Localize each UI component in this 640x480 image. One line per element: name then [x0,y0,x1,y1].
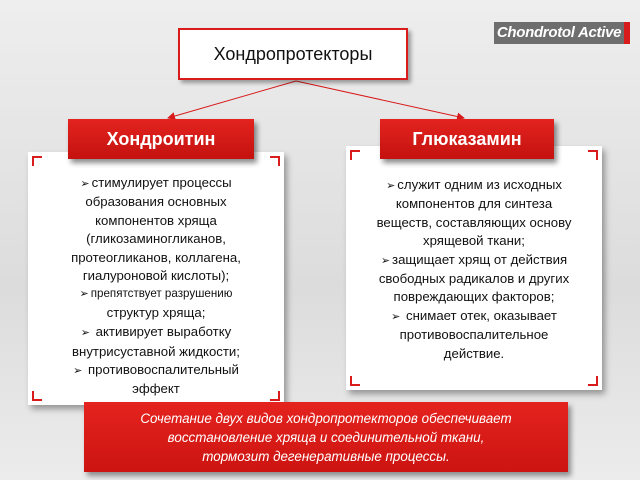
item-line: активирует выработку [95,324,232,340]
corner-mark [32,156,42,166]
heading-chondroitin-label: Хондроитин [106,128,216,149]
corner-mark [270,156,280,166]
list-item [36,361,276,399]
list-item [36,323,276,361]
arrow-right [296,81,464,118]
corner-mark [350,376,360,386]
brand-logo: Chondrotol Active [494,22,630,44]
arrow-bullet-icon: ➢ [380,254,391,267]
item-line: стимулирует процессы [91,175,232,190]
page-title: Хондропротекторы [213,43,373,64]
list-item [36,285,276,323]
item-line: противовоспалительное [399,327,549,343]
item-line: снимает отек, оказывает [406,307,557,323]
item-line: свободных радикалов и других [378,271,570,287]
corner-mark [588,150,598,160]
list-item [354,176,594,251]
item-line: протеогликанов, коллагена, [71,249,241,265]
heading-chondroitin [68,119,254,159]
item-line: (гликозаминогликанов, [86,231,226,247]
list-item [354,251,594,307]
title-box [178,28,408,80]
panel-chondroitin [28,152,284,405]
heading-glucosamine-label: Глюказамин [412,128,522,149]
item-line: хрящевой ткани; [423,233,525,249]
arrow-bullet-icon: ➢ [80,327,90,340]
corner-mark [350,150,360,160]
item-line: повреждающих факторов; [393,289,555,305]
item-line: структур хряща; [106,304,206,320]
item-line: компонентов для синтеза [395,196,553,212]
heading-glucosamine [380,119,554,159]
summary-line: Сочетание двух видов хондропротекторов обеспечивает [140,411,512,426]
arrow-bullet-icon: ➢ [79,288,89,301]
panel-glucosamine [346,146,602,390]
list-item [354,307,594,363]
item-line: служит одним из исходных [397,177,562,192]
corner-mark [588,376,598,386]
item-line: компонентов хряща [95,212,217,228]
arrow-left [168,81,296,118]
list-item [36,174,276,285]
glucosamine-list [354,176,594,363]
item-line: образования основных [85,194,227,210]
item-line: внутрисуставной жидкости; [72,343,240,359]
summary-line: восстановление хряща и соединительной ткани, [167,430,485,445]
chondroitin-list [36,174,276,399]
item-line: защищает хрящ от действия [392,251,568,267]
arrow-bullet-icon: ➢ [73,365,83,378]
item-line: гиалуроновой кислоты); [82,268,230,284]
arrow-bullet-icon: ➢ [386,180,396,192]
item-line: эффект [132,381,180,397]
item-line: действие. [443,345,505,361]
item-line: веществ, составляющих основу [376,214,572,230]
summary-line: тормозит дегенеративные процессы. [202,449,450,464]
item-line: препятствует разрушению [90,287,233,301]
arrow-bullet-icon: ➢ [80,178,90,190]
arrow-bullet-icon: ➢ [391,310,401,323]
summary-box [84,402,568,472]
item-line: противовоспалительный [87,362,239,378]
